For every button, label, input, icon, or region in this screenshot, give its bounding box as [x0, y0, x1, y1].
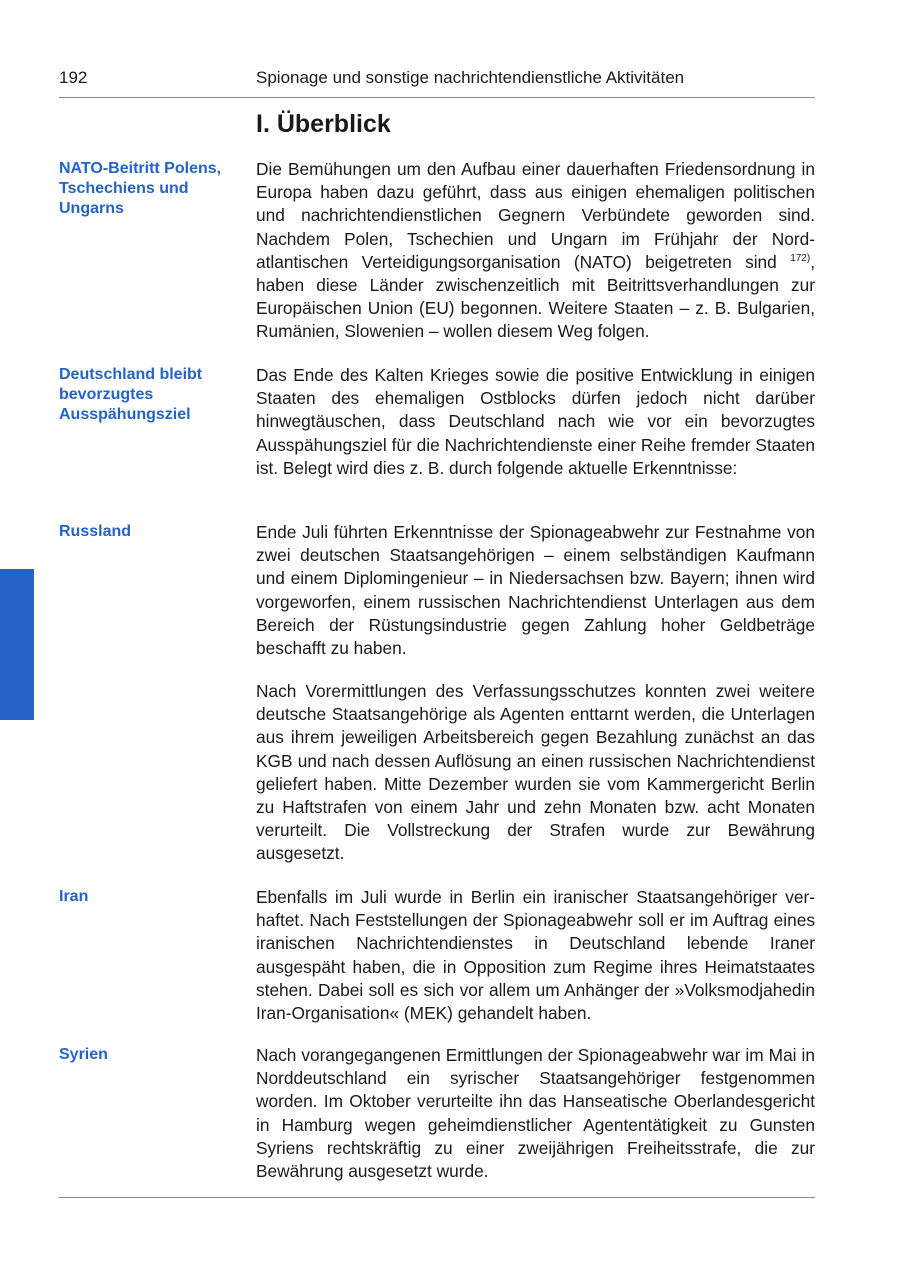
running-title: Spionage und sonstige nachrichtendienstliche Aktivitäten — [256, 68, 685, 87]
page-number: 192 — [59, 68, 88, 87]
paragraph-iran: Ebenfalls im Juli wurde in Berlin ein iranischer Staatsangehöriger verhaftet. Nach Feststellungen der Spionageabwehr soll er im Auftrag eines iranischen Nachrichtendienstes in Deutschland lebende Iraner ausgespäht haben, die in Opposition zum Regime ihres Heimatstaates stehen. Dabei soll es sich vor allem um Anhänger der »Volksmodjahedin Iran-Organisation« (MEK) gehandelt haben. — [256, 887, 815, 1024]
margin-label-nato: NATO-Beitritt Polens, Tschechiens und Ungarns — [59, 160, 222, 217]
section-heading: I. Überblick — [256, 110, 391, 138]
footer-rule — [59, 1197, 815, 1198]
paragraph-nato — [256, 158, 815, 344]
margin-label-deutschland: Deutschland bleibt bevorzugtes Ausspähungsziel — [59, 366, 203, 423]
margin-label-syrien: Syrien — [59, 1046, 108, 1063]
chapter-side-tab — [0, 569, 34, 720]
paragraph-nato-text: Die Bemühungen um den Aufbau einer dauerhaften Friedensordnung in Europa haben dazu geführt, dass aus einigen ehemaligen politischen und nachrichtendienstlichen Gegnern Verbündete geworden sind. Nachdem Polen, Tschechien und Ungarn im Frühjahr der Nordatlantischen Verteidigungsorganisation (NATO) beigetreten sind — [256, 159, 815, 272]
header-rule — [59, 97, 815, 98]
paragraph-syrien: Nach vorangegangenen Ermittlungen der Spionageabwehr war im Mai in Norddeutschland ein syrischer Staatsangehöriger festgenommen worden. Im Oktober verurteilte ihn das Hanseatische Oberlandesgericht in Hamburg wegen geheimdienstlicher Agententätigkeit zu Gunsten Syriens rechtskräftig zu einer zweijährigen Freiheitsstrafe, die zur Bewährung ausgesetzt wurde. — [256, 1045, 815, 1182]
paragraph-nato-tail: , haben diese Länder zwischenzeitlich mit Beitrittsverhandlungen zur Europäischen Union (EU) begonnen. Weitere Staaten – z. B. Bulgarien, Rumänien, Slowenien – wollen diesem Weg folgen. — [256, 251, 816, 342]
footnote-marker: 172) — [790, 253, 811, 265]
margin-label-russland: Russland — [59, 523, 132, 540]
paragraph-russland-1: Ende Juli führten Erkenntnisse der Spionageabwehr zur Festnahme von zwei deutschen Staatsangehörigen – einem selbständigen Kaufmann und einem Diplomingenieur – in Niedersachsen bzw. Bayern; ihnen wird vorgeworfen, einem russischen Nachrichtendienst Unterlagen aus dem Bereich der Rüstungsindustrie gegen Zahlung hoher Geldbeträge beschafft zu haben. — [256, 522, 815, 659]
paragraph-russland-2: Nach Vorermittlungen des Verfassungsschutzes konnten zwei weitere deutsche Staatsangehörige als Agenten enttarnt werden, die Unterlagen aus ihrem jeweiligen Arbeitsbereich gegen Bezahlung zunächst an das KGB und nach dessen Auflösung an einen russischen Nachrichtendienst geliefert haben. Mitte Dezember wurden sie vom Kammergericht Berlin zu Haftstrafen von einem Jahr und zehn Monaten bzw. acht Monaten verurteilt. Die Vollstreckung der Strafen wurde zur Bewährung ausgesetzt. — [256, 681, 815, 864]
margin-label-iran: Iran — [59, 888, 89, 905]
paragraph-deutschland: Das Ende des Kalten Krieges sowie die positive Entwicklung in einigen Staaten des ehemaligen Ostblocks dürfen jedoch nicht darüber hinwegtäuschen, dass Deutschland nach wie vor ein bevorzugtes Ausspähungsziel für die Nachrichtendienste einer Reihe fremder Staaten ist. Belegt wird dies z. B. durch folgende aktuelle Erkenntnisse: — [256, 365, 815, 478]
